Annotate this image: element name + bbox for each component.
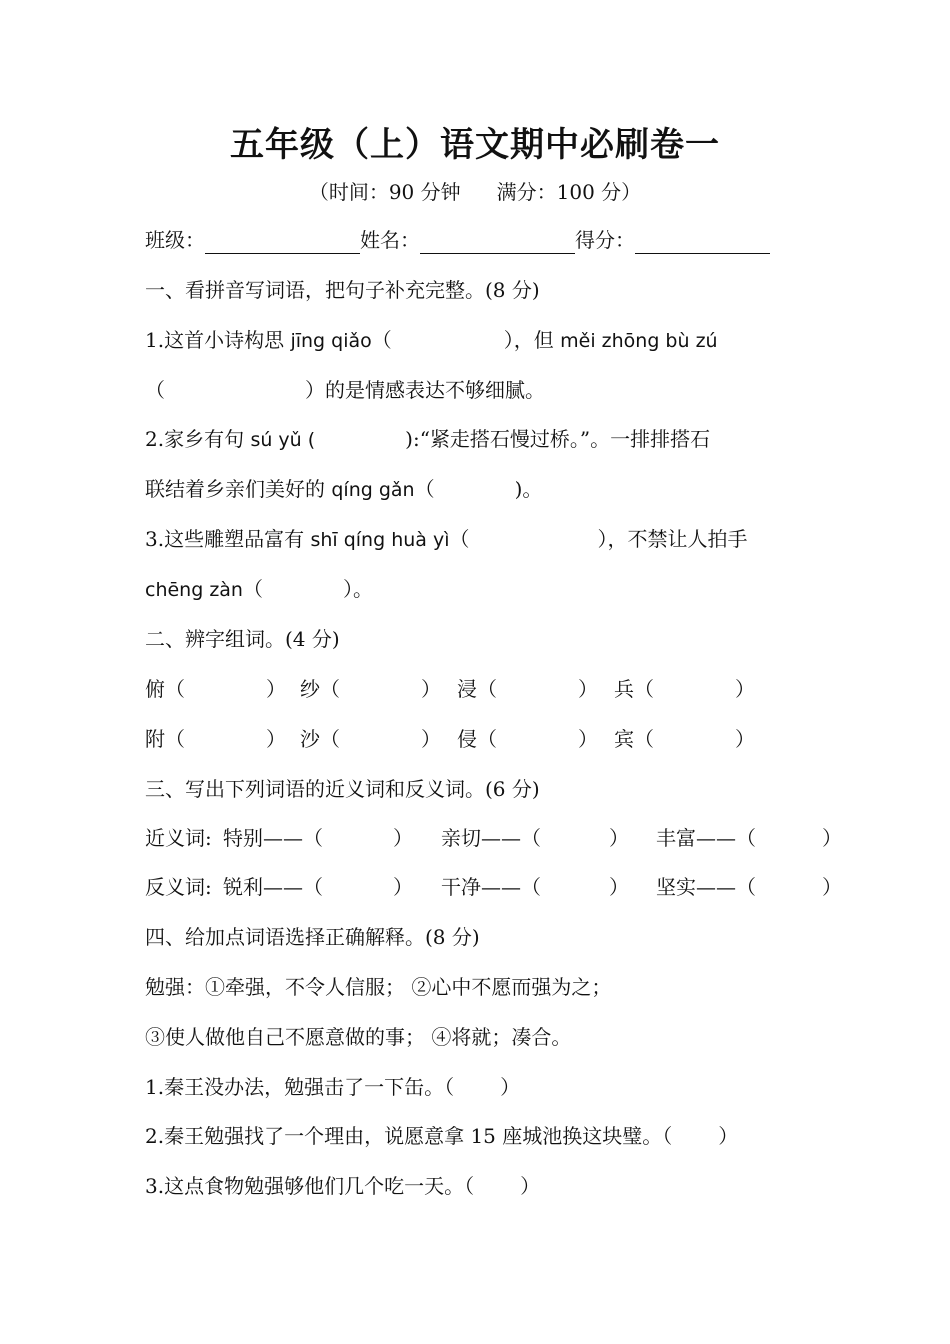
section-4-heading: 四、给加点词语选择正确解释。(8 分) <box>145 925 480 949</box>
exam-subtitle <box>0 176 950 205</box>
sec1-question-1-cont: （ ）的是情感表达不够细腻。 <box>145 378 545 402</box>
sec1-question-2-cont: 联结着乡亲们美好的 qíng gǎn（ )。 <box>145 477 543 501</box>
antonym-word-2: 干净——（ <box>441 875 541 899</box>
page-title: 五年级（上）语文期中必刷卷一 <box>230 125 720 165</box>
char-close: ） <box>266 727 286 751</box>
pinyin-chengzan: chēng zàn <box>145 579 243 601</box>
char-fu-open: 俯（ <box>145 677 185 701</box>
score-label: 得分： <box>575 228 635 252</box>
sec1-question-1: 1.这首小诗构思 jīng qiǎo（ ），但 měi zhōng bù zú <box>145 328 718 352</box>
pinyin-jingqiao: jīng qiǎo <box>290 330 372 352</box>
synonym-word-1: 特别——（ <box>223 826 323 850</box>
pinyin-meizhongbuzu: měi zhōng bù zú <box>560 330 718 352</box>
char-close: ） <box>421 727 441 751</box>
full-score: 满分：100 分） <box>496 180 642 204</box>
sec4-question-2: 2.秦王勉强找了一个理由，说愿意拿 15 座城池换这块璧。（ ） <box>145 1124 739 1148</box>
antonym-word-3: 坚实——（ <box>656 875 756 899</box>
synonym-word-3: 丰富——（ <box>656 826 756 850</box>
synonym-label: 近义词: <box>145 826 212 850</box>
student-info-line <box>145 226 770 254</box>
char-jin-open: 浸（ <box>457 677 497 701</box>
char-close: ） <box>735 727 755 751</box>
class-label: 班级： <box>145 228 205 252</box>
antonym-word-1: 锐利——（ <box>223 875 323 899</box>
sec1-question-3-cont: chēng zàn（ ）。 <box>145 577 373 601</box>
char-fu2-open: 附（ <box>145 727 185 751</box>
char-close: ） <box>266 677 286 701</box>
score-field[interactable] <box>635 231 770 254</box>
char-bin-open: 宾（ <box>614 727 654 751</box>
sec1-question-2: 2.家乡有句 sú yǔ ( ):“紧走搭石慢过桥。”。一排排搭石 <box>145 427 711 451</box>
char-bing-open: 兵（ <box>614 677 654 701</box>
name-field[interactable] <box>420 231 575 254</box>
sec4-question-1: 1.秦王没办法，勉强击了一下缶。（ ） <box>145 1075 521 1099</box>
definition-line-2: ③使人做他自己不愿意做的事； ④将就；凑合。 <box>145 1025 572 1049</box>
char-sha2-open: 沙（ <box>300 727 340 751</box>
definition-line-1: 勉强：①牵强，不令人信服； ②心中不愿而强为之； <box>145 975 612 999</box>
pinyin-qinggan: qíng gǎn <box>331 479 415 501</box>
time-limit: （时间：90 分钟 <box>308 180 461 204</box>
section-1-heading: 一、看拼音写词语，把句子补充完整。(8 分) <box>145 278 540 302</box>
char-close: ） <box>578 677 598 701</box>
sec1-question-3: 3.这些雕塑品富有 shī qíng huà yì（ ），不禁让人拍手 <box>145 527 748 551</box>
exam-page: 五年级（上）语文期中必刷卷一 （时间：90 分钟 满分：100 分） 班级： 姓名： 得分： 一、看拼音写词语，把句子补充完整。(8 分) 1.这首小诗构思 jīng qiǎo（ ），但 měi zhōng bù zú （ ）的是情感表达不够细腻。 2.家乡有句 sú yǔ ( ):“紧走搭石慢过桥。”。一排排搭石 联结着乡亲们美好的 qíng gǎn（ )。 3.这些雕塑品富有 shī qíng huà yì（ ），不禁让人拍手 chēng zàn（ ）。 二、辨字组词。(4 分) 俯（ ） 纱（ ） 浸（ ） 兵（ ） 附（ ） 沙（ ） 侵（ ） 宾（ ） 三、写出下列词语的近义词和反义词。(6 分) 近义词: 特别——（ ） 亲切——（ ） 丰富——（ ） 反义词: 锐利——（ ） 干净——（ ） 坚实——（ ） 四、给加点词语选择正确解释。(8 分) 勉强：①牵强，不令人信服； ②心中不愿而强为之； ③使人做他自己不愿意做的事； ④将就；凑合。 1.秦王没办法，勉强击了一下缶。（ ） 2.秦王勉强找了一个理由，说愿意拿 15 座城池换这块璧。（ ） 3.这点食物勉强够他们几个吃一天。（ ） <box>0 0 950 1344</box>
synonym-word-2: 亲切——（ <box>441 826 541 850</box>
section-3-heading: 三、写出下列词语的近义词和反义词。(6 分) <box>145 777 540 801</box>
char-close: ） <box>735 677 755 701</box>
char-sha-open: 纱（ <box>300 677 340 701</box>
char-qin-open: 侵（ <box>457 727 497 751</box>
name-label: 姓名： <box>360 228 420 252</box>
pinyin-suyu: sú yǔ ( <box>250 429 316 451</box>
sec4-question-3: 3.这点食物勉强够他们几个吃一天。（ ） <box>145 1174 541 1198</box>
section-2-heading: 二、辨字组词。(4 分) <box>145 627 340 651</box>
antonym-label: 反义词: <box>145 875 212 899</box>
char-close: ） <box>421 677 441 701</box>
char-close: ） <box>578 727 598 751</box>
pinyin-shiqinghuayi: shī qíng huà yì <box>310 529 450 551</box>
class-field[interactable] <box>205 231 360 254</box>
